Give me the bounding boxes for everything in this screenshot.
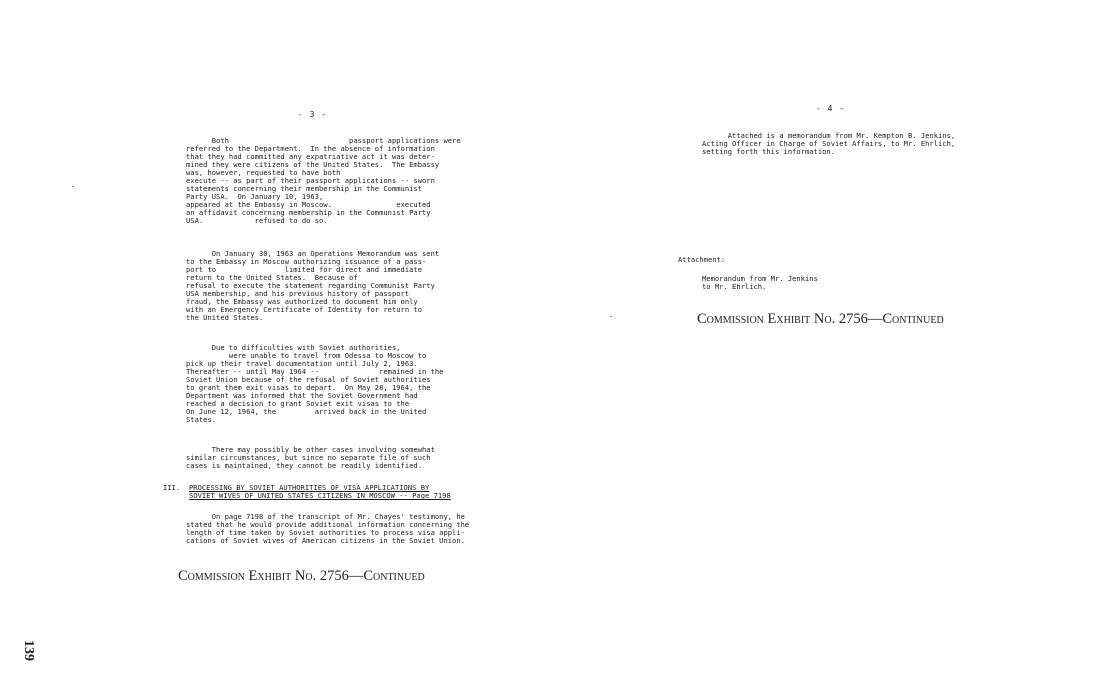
page-number: - 4 - (816, 104, 846, 113)
heading-number: III. (163, 483, 181, 492)
text-line: cations of Soviet wives of American citizens in the Soviet Union. (186, 536, 465, 546)
text-line: Memorandum from Mr. Jenkins (702, 274, 818, 283)
attachment-list (702, 275, 818, 291)
text-line: referred to the Department. In the absence of information (186, 144, 435, 154)
text-line: mined they were citizens of the United States. The Embassy (186, 160, 440, 170)
text-line: statements concerning their membership in the Communist (186, 184, 422, 194)
exhibit-title: Commission Exhibit No. 2756—Continued (697, 311, 944, 327)
text-line: On June 12, 1964, the arrived back in the United (186, 407, 427, 417)
text-line: port to limited for direct and immediate (186, 265, 422, 275)
text-line: to the Embassy in Moscow authorizing issuance of a pass- (186, 257, 427, 267)
paragraph-1 (702, 132, 955, 156)
text-line: Soviet Union because of the refusal of Soviet authorities (186, 375, 431, 385)
text-line: Acting Officer in Charge of Soviet Affairs, to Mr. Ehrlich, (702, 139, 956, 149)
text-line: pick up their travel documentation until July 2, 1963. (186, 359, 418, 369)
text-line: similar circumstances, but since no separate file of such (186, 453, 431, 463)
heading-line: SOVIET WIVES OF UNITED STATES CITIZENS IN MOSCOW -- Page 7198 (189, 491, 451, 501)
text-line: Department was informed that the Soviet Government had (186, 391, 418, 401)
text-line: the United States. (186, 313, 264, 323)
text-line: There may possibly be other cases involving somewhat (186, 445, 435, 454)
text-line: with an Emergency Certificate of Identity for return to (186, 305, 422, 315)
text-line: stated that he would provide additional information concerning the (186, 520, 470, 530)
page-number: - 3 - (298, 110, 328, 119)
text-line: was, however, requested to have both (186, 168, 341, 178)
attachment-label: Attachment: (678, 255, 726, 264)
text-line: execute -- as part of their passport applications -- sworn (186, 176, 435, 186)
text-line: fraud, the Embassy was authorized to document him only (186, 297, 418, 307)
text-line: States. (186, 415, 217, 425)
paragraph-4 (186, 446, 435, 470)
final-paragraph (186, 513, 469, 545)
text-line: to grant them exit visas to depart. On May 28, 1964, the (186, 383, 431, 393)
text-line: refusal to execute the statement regarding Communist Party (186, 281, 435, 291)
paragraph-2 (186, 250, 439, 322)
text-line: Attached is a memorandum from Mr. Kempton B. Jenkins, (702, 131, 956, 140)
scan-speck (610, 316, 612, 317)
text-line: return to the United States. Because of (186, 273, 358, 283)
text-line: Thereafter -- until May 1964 -- remained in the (186, 367, 444, 377)
text-line: length of time taken by Soviet authorities to process visa appli- (186, 528, 465, 538)
text-line: to Mr. Ehrlich. (702, 282, 767, 292)
text-line: Both passport applications were (186, 136, 461, 145)
text-line: appeared at the Embassy in Moscow. executed (186, 200, 431, 210)
text-line: were unable to travel from Odessa to Moscow to (186, 351, 427, 361)
text-line: On January 30, 1963 an Operations Memorandum was sent (186, 249, 440, 258)
text-line: that they had committed any expatriative act it was deter- (186, 152, 435, 162)
right-page (560, 0, 1094, 691)
paragraph-3 (186, 344, 443, 424)
text-line: Due to difficulties with Soviet authorities, (186, 343, 401, 352)
text-line: cases is maintained, they cannot be readily identified. (186, 461, 422, 471)
paragraph-1 (186, 137, 461, 226)
page-side-number: 139 (21, 640, 36, 661)
text-line: an affidavit concerning membership in the Communist Party (186, 208, 431, 218)
text-line: setting forth this information. (702, 147, 836, 157)
heading-line: PROCESSING BY SOVIET AUTHORITIES OF VISA APPLICATIONS BY (189, 483, 430, 492)
text-line: On page 7198 of the transcript of Mr. Chayes' testimony, he (186, 512, 465, 521)
scan-speck (72, 186, 74, 187)
text-line: reached a decision to grant Soviet exit visas to the (186, 399, 410, 409)
text-line: USA membership, and his previous history of passport (186, 289, 410, 299)
exhibit-title: Commission Exhibit No. 2756—Continued (178, 568, 425, 584)
text-line: Party USA. On January 10, 1963, (186, 192, 324, 202)
text-line: USA. refused to do so. (186, 216, 328, 226)
